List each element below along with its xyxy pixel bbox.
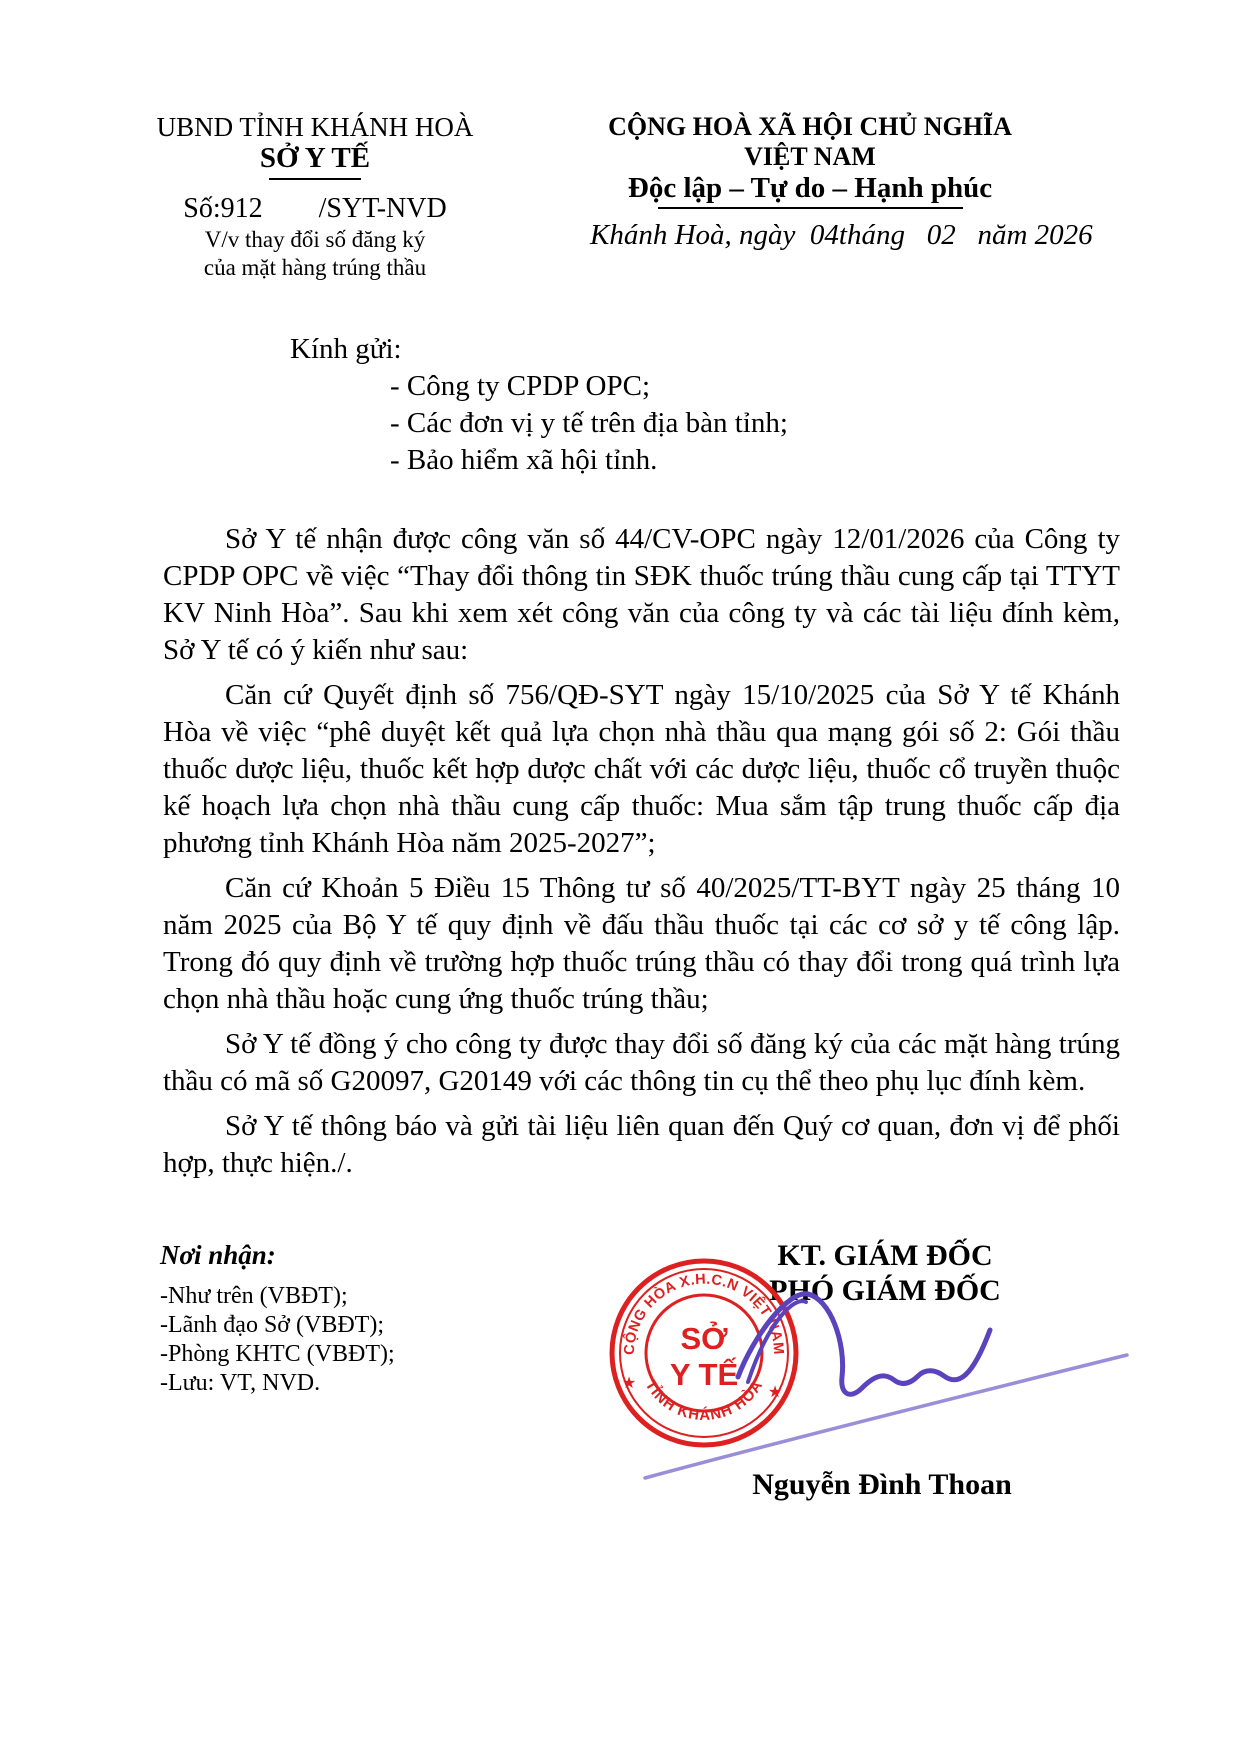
paragraph-5: Sở Y tế thông báo và gửi tài liệu liên quan đến Quý cơ quan, đơn vị để phối hợp, thực hiện./.	[163, 1110, 1120, 1179]
national-motto-line2: Độc lập – Tự do – Hạnh phúc	[627, 172, 993, 204]
signer-title-1: KT. GIÁM ĐỐC	[777, 1239, 993, 1272]
paragraph-4: Sở Y tế đồng ý cho công ty được thay đổi số đăng ký của các mặt hàng trúng thầu có mã số G20097, G20149 với các thông tin cụ thể theo phụ lục đính kèm.	[163, 1028, 1120, 1097]
signature-main-stroke	[738, 1294, 990, 1395]
national-motto-line1: CỘNG HOÀ XÃ HỘI CHỦ NGHĨA VIỆT NAM	[608, 112, 1012, 171]
document-number: Số:912 /SYT-NVD	[183, 193, 447, 224]
noi-nhan-item: -Lãnh đạo Sở (VBĐT);	[160, 1312, 384, 1338]
noi-nhan-item: -Phòng KHTC (VBĐT);	[160, 1341, 395, 1367]
recipient-list	[390, 368, 788, 479]
signature-flourish-stroke	[645, 1355, 1127, 1478]
seal-top-arc-text: CỘNG HÒA X.H.C.N VIỆT NAM	[621, 1271, 787, 1356]
paragraph-3: Căn cứ Khoản 5 Điều 15 Thông tư số 40/2025/TT-BYT ngày 25 tháng 10 năm 2025 của Bộ Y tế quy định về đấu thầu thuốc tại các cơ sở y tế công lập. Trong đó quy định về trường hợp thuốc trúng thầu có thay đổi trong quá trình lựa chọn nhà thầu hoặc cung ứng thuốc trúng thầu;	[163, 872, 1120, 1015]
paragraph-1: Sở Y tế nhận được công văn số 44/CV-OPC ngày 12/01/2026 của Công ty CPDP OPC về việc “Thay đổi thông tin SĐK thuốc trúng thầu cung cấp tại TTYT KV Ninh Hòa”. Sau khi xem xét công văn của công ty và các tài liệu đính kèm, Sở Y tế có ý kiến như sau:	[163, 523, 1120, 666]
signer-name: Nguyễn Đình Thoan	[752, 1468, 1012, 1501]
motto-underline	[658, 207, 963, 209]
subject-line-2: của mặt hàng trúng thầu	[203, 255, 427, 280]
recipient-item: - Bảo hiểm xã hội tỉnh.	[390, 444, 658, 476]
paragraph-2: Căn cứ Quyết định số 756/QĐ-SYT ngày 15/10/2025 của Sở Y tế Khánh Hòa về việc “phê duyệt kết quả lựa chọn nhà thầu qua mạng gói số 2: Gói thầu thuốc dược liệu, thuốc kết hợp dược chất với các dược liệu, thuốc cổ truyền thuộc kế hoạch lựa chọn nhà thầu cung cấp thuốc: Mua sắm tập trung thuốc cấp địa phương tỉnh Khánh Hòa năm 2025-2027”;	[163, 679, 1120, 859]
recipients-footer-block	[160, 1240, 395, 1398]
org-parent: UBND TỈNH KHÁNH HOÀ	[156, 112, 474, 142]
seal-center-line1: SỞ	[680, 1321, 728, 1356]
noi-nhan-item: -Như trên (VBĐT);	[160, 1283, 348, 1309]
noi-nhan-item: -Lưu: VT, NVD.	[160, 1370, 321, 1396]
national-header-block	[590, 112, 1093, 252]
signer-title-2: PHÓ GIÁM ĐỐC	[769, 1274, 1001, 1307]
noi-nhan-list	[160, 1282, 395, 1398]
seal-star-right-icon: ★	[767, 1384, 783, 1401]
subject-line-1: V/v thay đổi số đăng ký	[204, 227, 426, 252]
issuing-org-block	[150, 112, 480, 282]
salutation-label: Kính gửi:	[290, 333, 402, 365]
seal-star-left-icon: ★	[621, 1375, 637, 1392]
document-body	[163, 521, 1120, 1190]
recipient-item: - Công ty CPDP OPC;	[390, 370, 650, 402]
org-name: SỞ Y TẾ	[259, 142, 371, 174]
org-name-underline	[269, 178, 361, 180]
handwritten-signature	[598, 1282, 1143, 1487]
recipient-item: - Các đơn vị y tế trên địa bàn tỉnh;	[390, 407, 788, 439]
seal-bottom-arc-text: TỈNH KHÁNH HÒA	[641, 1377, 767, 1424]
place-date-line: Khánh Hoà, ngày 04tháng 02 năm 2026	[590, 219, 1093, 251]
salutation-block	[290, 330, 788, 479]
noi-nhan-label: Nơi nhận:	[160, 1240, 276, 1270]
seal-center-line2: Y TẾ	[669, 1357, 739, 1392]
